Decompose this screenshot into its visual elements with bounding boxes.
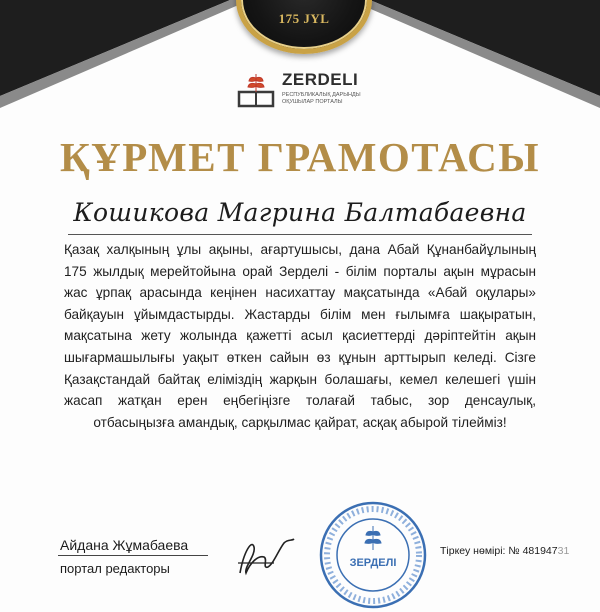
signature-divider [58,555,208,556]
official-stamp [318,500,428,610]
medal-text: 175 JYL [278,11,330,26]
handwritten-signature [234,533,300,581]
recipient-name: Кошикова Магрина Балтабаевна [73,198,527,227]
certificate-body: Қазақ халқының ұлы ақыны, ағартушысы, дана Абай Құнанбайұлының 175 жылдық мерейтойына орай Зерделі - білім порталы ақын мұрасын жас ұрпақ арасында кеңінен насихаттау мақсатында «Абай оқулары» байқауын ұйымдастырды. Жастарды білім мен ғылымға шақыратын, мақсатына жету жолында қажетті асыл қасиеттерді дәріптейтін ақын шығармашылығы уақыт өткен сайын өз құнын арттырып келеді. Сізге Қазақстандай байтақ еліміздің жарқын болашағы, кемел келешегі үшін жасап жатқан ерен еңбегіңізге толағай табыс, зор денсаулық, отбасыңызға амандық, сарқылмас қайрат, асқақ абырой тілейміз! [64,242,536,430]
registration-value: 481947 [522,545,558,557]
logo-tagline: РЕСПУБЛИКАЛЫҚ ДАРЫНДЫ ОҚУШЫЛАР ПОРТАЛЫ [282,92,361,105]
book-wheat-icon [236,70,276,110]
stamp-text: ЗЕРДЕЛІ [349,557,397,569]
signatory-name: Айдана Жұмабаева [60,537,189,553]
registration-label: Тіркеу нөмірі: № [440,545,520,557]
zerdeli-logo [236,68,376,116]
certificate-title: ҚҰРМЕТ ГРАМОТАСЫ [59,134,541,180]
logo-name: ZERDELI [282,70,359,89]
signatory-role: портал редакторы [60,561,170,576]
name-underline [68,234,532,235]
registration-number [440,545,569,557]
registration-suffix: 31 [557,545,570,557]
